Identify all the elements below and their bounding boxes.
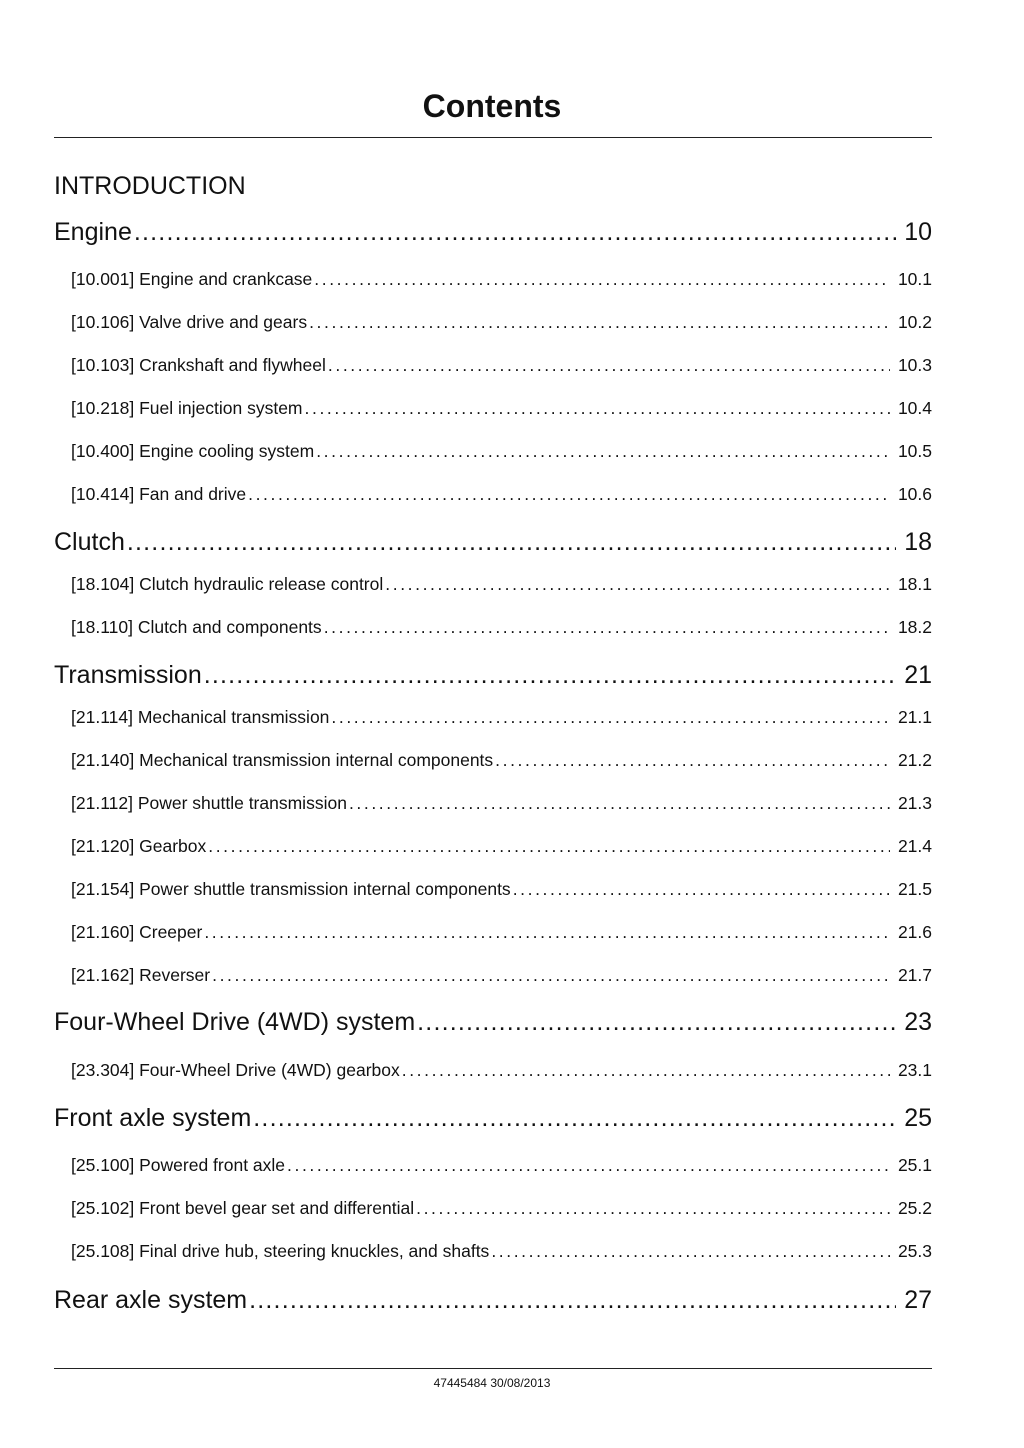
toc-section-21-120[interactable] bbox=[71, 834, 932, 858]
toc-page-number: 21.3 bbox=[897, 793, 932, 813]
toc-page-number: 18 bbox=[904, 528, 932, 556]
toc-section-10-400[interactable] bbox=[71, 439, 932, 463]
dot-leader bbox=[314, 267, 890, 291]
toc-page-number: 10 bbox=[904, 218, 932, 246]
toc-chapter-label: Transmission bbox=[54, 661, 202, 689]
title-rule bbox=[54, 137, 932, 138]
toc-section-label: [10.106] Valve drive and gears bbox=[71, 312, 308, 332]
toc-page-number: 23.1 bbox=[897, 1060, 932, 1080]
toc-chapter-engine[interactable] bbox=[54, 216, 932, 248]
toc-chapter-rear-axle-system[interactable] bbox=[54, 1284, 932, 1316]
dot-leader bbox=[212, 963, 890, 987]
toc-section-label: [25.102] Front bevel gear set and differential bbox=[71, 1198, 415, 1218]
dot-leader bbox=[208, 834, 890, 858]
toc-page-number: 10.1 bbox=[897, 269, 932, 289]
toc-chapter-label: Clutch bbox=[54, 528, 125, 556]
toc-section-23-304[interactable] bbox=[71, 1058, 932, 1082]
toc-section-label: [10.400] Engine cooling system bbox=[71, 441, 315, 461]
dot-leader bbox=[349, 791, 890, 815]
toc-page-number: 21 bbox=[904, 661, 932, 689]
dot-leader bbox=[331, 705, 890, 729]
toc-chapter-label: Rear axle system bbox=[54, 1286, 248, 1314]
toc-section-label: [18.104] Clutch hydraulic release control bbox=[71, 574, 384, 594]
introduction-heading: INTRODUCTION bbox=[54, 172, 246, 200]
toc-section-label: [21.114] Mechanical transmission bbox=[71, 707, 330, 727]
toc-chapter-clutch[interactable] bbox=[54, 526, 932, 558]
toc-section-21-160[interactable] bbox=[71, 920, 932, 944]
dot-leader bbox=[416, 1196, 890, 1220]
toc-section-10-414[interactable] bbox=[71, 482, 932, 506]
toc-chapter-label: Front axle system bbox=[54, 1104, 252, 1132]
dot-leader bbox=[309, 310, 890, 334]
toc-page-number: 10.5 bbox=[897, 441, 932, 461]
page-title: Contents bbox=[422, 88, 562, 124]
dot-leader bbox=[328, 353, 890, 377]
toc-section-label: [10.103] Crankshaft and flywheel bbox=[71, 355, 326, 375]
toc-section-21-114[interactable] bbox=[71, 705, 932, 729]
toc-page-number: 25.2 bbox=[897, 1198, 932, 1218]
toc-section-10-218[interactable] bbox=[71, 396, 932, 420]
toc-section-label: [21.140] Mechanical transmission internal components bbox=[71, 750, 494, 770]
toc-section-label: [21.120] Gearbox bbox=[71, 836, 207, 856]
dot-leader bbox=[324, 615, 890, 639]
toc-chapter-front-axle-system[interactable] bbox=[54, 1102, 932, 1134]
toc-section-25-100[interactable] bbox=[71, 1153, 932, 1177]
toc-section-18-104[interactable] bbox=[71, 572, 932, 596]
toc-page-number: 25.3 bbox=[897, 1241, 932, 1261]
dot-leader bbox=[491, 1239, 890, 1263]
dot-leader bbox=[417, 1006, 896, 1038]
toc-chapter-label: Four-Wheel Drive (4WD) system bbox=[54, 1008, 416, 1036]
toc-page-number: 21.6 bbox=[897, 922, 932, 942]
toc-page-number: 10.3 bbox=[897, 355, 932, 375]
toc-page-number: 21.5 bbox=[897, 879, 932, 899]
toc-page-number: 21.2 bbox=[897, 750, 932, 770]
dot-leader bbox=[204, 659, 896, 691]
toc-page-number: 21.1 bbox=[897, 707, 932, 727]
toc-page-number: 18.1 bbox=[897, 574, 932, 594]
toc-chapter-label: Engine bbox=[54, 218, 132, 246]
toc-section-label: [21.154] Power shuttle transmission internal components bbox=[71, 879, 511, 899]
dot-leader bbox=[134, 216, 896, 248]
toc-page-number: 25.1 bbox=[897, 1155, 932, 1175]
dot-leader bbox=[248, 482, 890, 506]
toc-chapter-4wd-system[interactable] bbox=[54, 1006, 932, 1038]
toc-section-label: [23.304] Four-Wheel Drive (4WD) gearbox bbox=[71, 1060, 400, 1080]
toc-section-10-106[interactable] bbox=[71, 310, 932, 334]
toc-section-label: [25.108] Final drive hub, steering knuckles, and shafts bbox=[71, 1241, 490, 1261]
toc-page-number: 10.6 bbox=[897, 484, 932, 504]
toc-section-21-162[interactable] bbox=[71, 963, 932, 987]
toc-page-number: 10.2 bbox=[897, 312, 932, 332]
toc-section-10-103[interactable] bbox=[71, 353, 932, 377]
toc-section-label: [18.110] Clutch and components bbox=[71, 617, 322, 637]
toc-section-label: [10.218] Fuel injection system bbox=[71, 398, 303, 418]
toc-section-label: [25.100] Powered front axle bbox=[71, 1155, 286, 1175]
toc-page-number: 27 bbox=[904, 1286, 932, 1314]
toc-section-label: [21.160] Creeper bbox=[71, 922, 203, 942]
toc-section-21-112[interactable] bbox=[71, 791, 932, 815]
toc-page-number: 25 bbox=[904, 1104, 932, 1132]
footer-document-id: 47445484 30/08/2013 bbox=[433, 1376, 551, 1390]
dot-leader bbox=[385, 572, 890, 596]
dot-leader bbox=[253, 1102, 896, 1134]
dot-leader bbox=[305, 396, 890, 420]
dot-leader bbox=[287, 1153, 890, 1177]
dot-leader bbox=[513, 877, 890, 901]
toc-section-10-001[interactable] bbox=[71, 267, 932, 291]
toc-section-21-140[interactable] bbox=[71, 748, 932, 772]
dot-leader bbox=[127, 526, 896, 558]
dot-leader bbox=[204, 920, 890, 944]
toc-section-25-102[interactable] bbox=[71, 1196, 932, 1220]
toc-section-label: [10.001] Engine and crankcase bbox=[71, 269, 313, 289]
toc-chapter-transmission[interactable] bbox=[54, 659, 932, 691]
toc-section-25-108[interactable] bbox=[71, 1239, 932, 1263]
footer-rule bbox=[54, 1368, 932, 1369]
toc-section-18-110[interactable] bbox=[71, 615, 932, 639]
dot-leader bbox=[402, 1058, 890, 1082]
toc-page-number: 10.4 bbox=[897, 398, 932, 418]
toc-section-label: [10.414] Fan and drive bbox=[71, 484, 247, 504]
toc-page-number: 18.2 bbox=[897, 617, 932, 637]
toc-section-label: [21.112] Power shuttle transmission bbox=[71, 793, 347, 813]
toc-section-21-154[interactable] bbox=[71, 877, 932, 901]
dot-leader bbox=[316, 439, 890, 463]
toc-page-number: 21.7 bbox=[897, 965, 932, 985]
toc-section-label: [21.162] Reverser bbox=[71, 965, 211, 985]
toc-page-number: 23 bbox=[904, 1008, 932, 1036]
toc-page-number: 21.4 bbox=[897, 836, 932, 856]
dot-leader bbox=[249, 1284, 896, 1316]
dot-leader bbox=[495, 748, 890, 772]
